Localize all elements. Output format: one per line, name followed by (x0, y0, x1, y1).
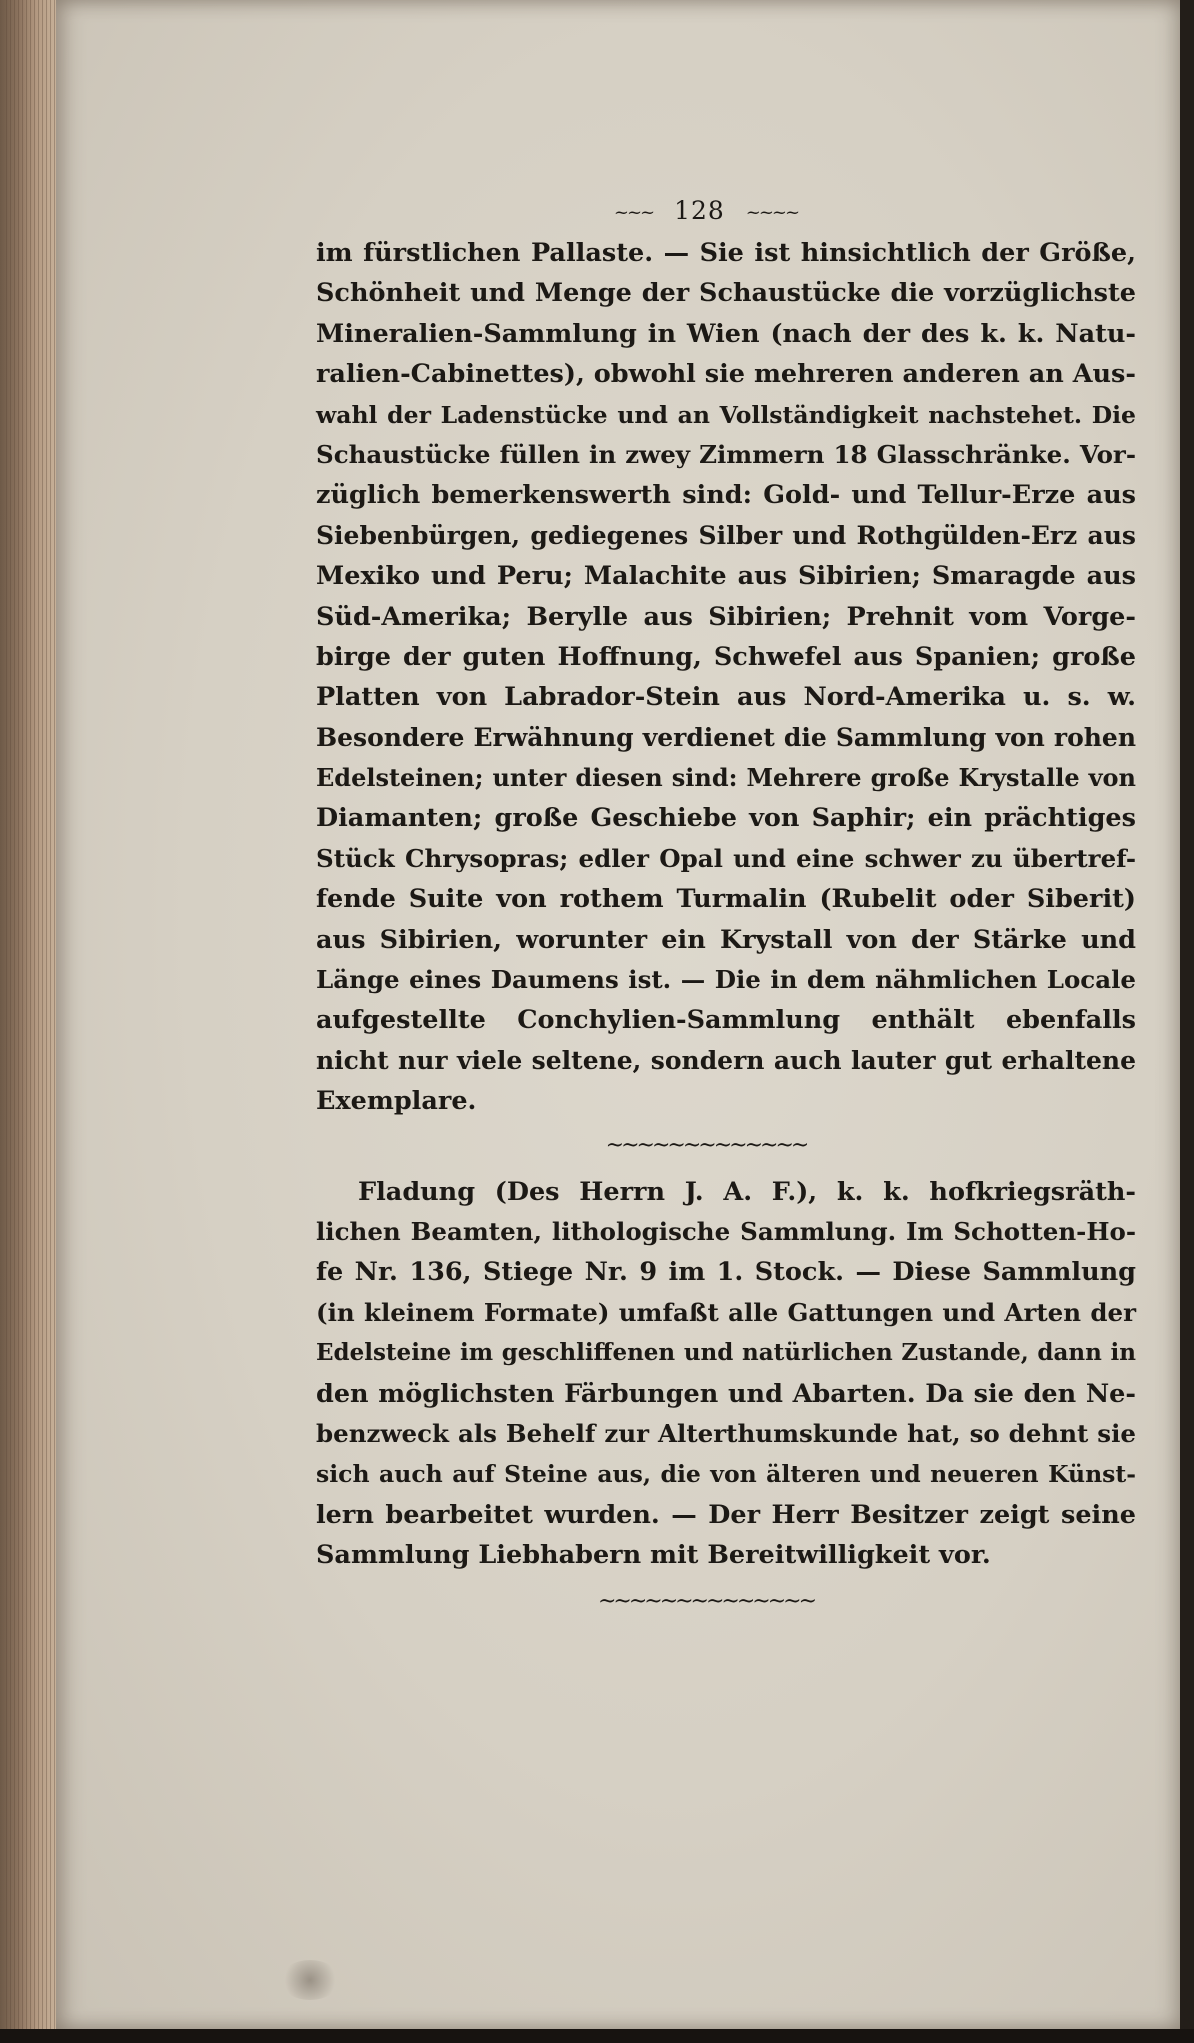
text-line: lern bearbeitet wurden. — Der Herr Besitzer zeigt seine (316, 1499, 1136, 1530)
text-line: Mexiko und Peru; Malachite aus Sibirien; Smaragde aus (316, 561, 1136, 592)
text-line: Länge eines Daumens ist. — Die in dem nähmlichen Locale (316, 965, 1136, 995)
text-line: Sammlung Liebhabern mit Bereitwilligkeit vor. (316, 1540, 991, 1571)
header-ornament-right: ~~~~ (745, 202, 799, 223)
text-line: Platten von Labrador-Stein aus Nord-Amerika u. s. w. (316, 682, 1136, 713)
entry-2-paragraph (316, 1172, 1136, 1576)
text-line: Süd-Amerika; Beryllе aus Sibirien; Prehnit vom Vorge- (316, 601, 1136, 632)
text-line: Mineralien-Sammlung in Wien (nach der des k. k. Natu- (316, 318, 1136, 349)
text-line: sich auch auf Steine aus, die von älteren und neueren Künst- (316, 1460, 1136, 1489)
text-line: fe Nr. 136, Stiege Nr. 9 im 1. Stock. — Diese Sammlung (316, 1257, 1136, 1288)
header-ornament-left: ~~~ (613, 202, 654, 223)
text-line: Stück Chrysopras; edler Opal und eine schwer zu übertref- (316, 843, 1136, 873)
entry-1-paragraph (316, 233, 1136, 1122)
text-line: im fürstlichen Pallaste. — Sie ist hinsichtlich der Größe, (316, 238, 1136, 268)
text-line: nicht nur viele seltene, sondern auch lauter gut erhaltene (316, 1045, 1136, 1075)
paper-stain (280, 1960, 340, 2000)
text-line: Edelsteinen; unter diesen sind: Mehrere große Krystalle von (316, 763, 1136, 793)
text-line: den möglichsten Färbungen und Abarten. Da sie den Ne- (316, 1378, 1136, 1409)
text-line: aus Sibirien, worunter ein Krystall von der Stärke und (316, 924, 1136, 955)
text-line: birge der guten Hoffnung, Schwefel aus Spanien; große (316, 641, 1136, 672)
text-line: Edelsteine im geschliffenen und natürlichen Zustande, dann in (316, 1339, 1136, 1367)
text-line: Fladung (Des Herrn J. A. F.), k. k. hofkriegsräth- (358, 1176, 1136, 1207)
right-scan-border (1180, 0, 1194, 2043)
text-line: Schönheit und Menge der Schaustücke die vorzüglichste (316, 278, 1136, 309)
text-line: Besondere Erwähnung verdienet die Sammlung von rohen (316, 722, 1136, 752)
text-line: Exemplare. (316, 1086, 477, 1117)
end-divider-ornament: ~~~~~~~~~~~~~~ (597, 1588, 815, 1614)
text-line: benzweck als Behelf zur Alterthumskunde hat, so dehnt sie (316, 1418, 1136, 1448)
text-line: wahl der Ladenstücke und an Vollständigkeit nachstehet. Die (316, 400, 1136, 429)
text-block (316, 196, 1136, 1622)
text-line: (in kleinem Formate) umfaßt alle Gattungen und Arten der (316, 1297, 1136, 1327)
page-edge-texture (6, 0, 56, 2043)
text-line: lichen Beamten, lithologische Sammlung. Im Schotten-Ho- (316, 1216, 1136, 1246)
text-line: ralien-Cabinettes), obwohl sie mehreren anderen an Aus- (316, 359, 1136, 390)
page-number: 128 (674, 196, 725, 225)
page-header (276, 196, 1136, 225)
text-line: züglich bemerkenswerth sind: Gold- und Tellur-Erze aus (316, 480, 1136, 511)
text-line: Schaustücke füllen in zwey Zimmern 18 Glasschränke. Vor- (316, 439, 1136, 469)
text-line: Siebenbürgen, gediegenes Silber und Rothgülden-Erz aus (316, 520, 1136, 550)
text-line: aufgestellte Conchylien-Sammlung enthält ebenfalls (316, 1005, 1136, 1036)
text-line: fende Suite von rothem Turmalin (Rubelit oder Siberit) (316, 884, 1136, 915)
section-divider-ornament: ~~~~~~~~~~~~~ (605, 1132, 807, 1158)
bottom-scan-border (0, 2029, 1194, 2043)
text-line: Diamanten; große Geschiebe von Saphir; ein prächtiges (316, 803, 1136, 834)
